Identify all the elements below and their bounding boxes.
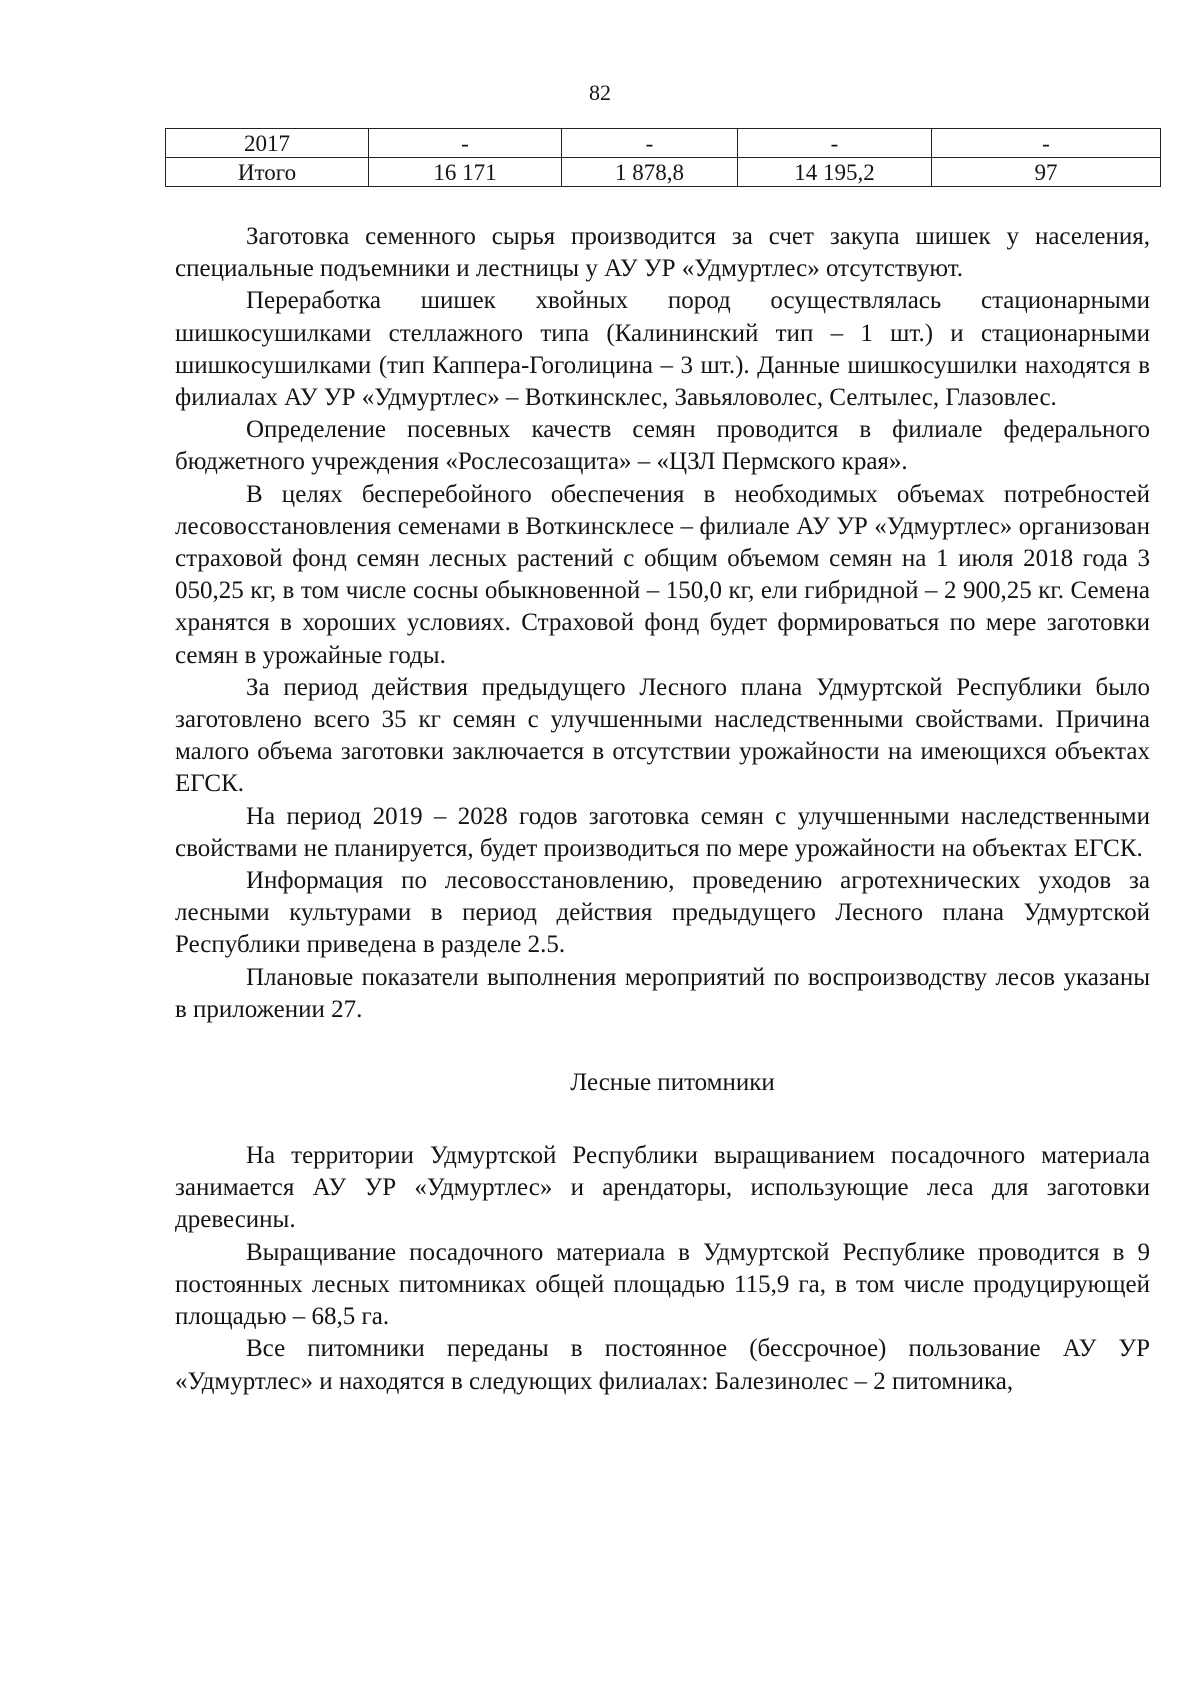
paragraph: В целях бесперебойного обеспечения в необходимых объемах потребностей лесовосстановления семенами в Воткинсклесе – филиале АУ УР «Удмуртлес» организован страховой фонд семян лесных растений с общим объемом семян на 1 июля 2018 года 3 050,25 кг, в том числе сосны обыкновенной – 150,0 кг, ели гибридной – 2 900,25 кг. Семена хранятся в хороших условиях. Страховой фонд будет формироваться по мере заготовки семян в урожайные годы. [175,480,1150,669]
paragraph: На территории Удмуртской Республики выращиванием посадочного материала занимается АУ УР «Удмуртлес» и арендаторы, использующие леса для заготовки древесины. [175,1142,1150,1234]
paragraph: Заготовка семенного сырья производится за счет закупа шишек у населения, специальные подъемники и лестницы у АУ УР «Удмуртлес» отсутствуют. [175,223,1150,283]
table-cell: 1 878,8 [562,158,738,187]
paragraph: Все питомники переданы в постоянное (бессрочное) пользование АУ УР «Удмуртлес» и находятся в следующих филиалах: Балезинолес – 2 питомника, [175,1335,1150,1395]
continued-table [165,128,1161,187]
paragraph: Определение посевных качеств семян проводится в филиале федерального бюджетного учреждения «Рослесозащита» – «ЦЗЛ Пермского края». [175,416,1150,476]
table-cell: - [932,129,1161,158]
table-cell: - [562,129,738,158]
paragraph: На период 2019 – 2028 годов заготовка семян с улучшенными наследственными свойствами не планируется, будет производиться по мере урожайности на объектах ЕГСК. [175,802,1150,862]
paragraph: Плановые показатели выполнения мероприятий по воспроизводству лесов указаны в приложении 27. [175,963,1150,1023]
page-number: 82 [589,80,611,105]
paragraph: Переработка шишек хвойных пород осуществлялась стационарными шишкосушилками стеллажного типа (Калининский тип – 1 шт.) и стационарными шишкосушилками (тип Каппера-Гоголицина – 3 шт.). Данные шишкосушилки находятся в филиалах АУ УР «Удмуртлес» – Воткинсклес, Завьяловолес, Селтылес, Глазовлес. [175,287,1150,412]
table-cell: 14 195,2 [738,158,932,187]
paragraph: Выращивание посадочного материала в Удмуртской Республике проводится в 9 постоянных лесных питомниках общей площадью 115,9 га, в том числе продуцирующей площадью – 68,5 га. [175,1238,1150,1331]
table-cell: Итого [166,158,369,187]
table-cell: - [369,129,562,158]
paragraph: Информация по лесовосстановлению, проведению агротехнических уходов за лесными культурами в период действия предыдущего Лесного плана Удмуртской Республики приведена в разделе 2.5. [175,867,1150,959]
table-cell: 97 [932,158,1161,187]
table-cell: - [738,129,932,158]
section-heading: Лесные питомники [570,1069,775,1097]
table-cell: 2017 [166,129,369,158]
document-body [175,221,1150,1398]
table-row [166,158,1161,187]
table-cell: 16 171 [369,158,562,187]
table-row [166,129,1161,158]
paragraph: За период действия предыдущего Лесного плана Удмуртской Республики было заготовлено всего 35 кг семян с улучшенными наследственными свойствами. Причина малого объема заготовки заключается в отсутствии урожайности на имеющихся объектах ЕГСК. [175,673,1150,798]
